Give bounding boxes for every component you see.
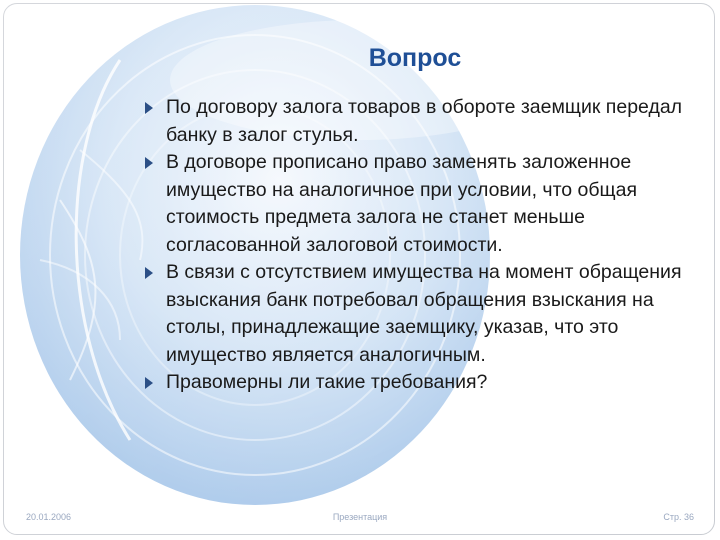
bullet-text: В договоре прописано право заменять заложенное имущество на аналогичное при условии, что общая стоимость предмета залога не станет меньше согласованной залоговой стоимости. (166, 151, 638, 256)
footer-presentation-label: Презентация (332, 512, 388, 522)
bullet-text: В связи с отсутствием имущества на момент обращения взыскания банк потребовал обращения взыскания на столы, принадлежащие заемщику, указав, что это имущество является аналогичным. (166, 261, 682, 366)
triangle-right-icon (145, 267, 153, 279)
triangle-right-icon (145, 377, 153, 389)
slide-title: Вопрос (368, 44, 462, 72)
bullet-text: Правомерны ли такие требования? (166, 371, 488, 393)
footer-page-number: Стр. 36 (663, 512, 694, 522)
footer-date: 20.01.2006 (26, 512, 72, 522)
bullet-list (143, 94, 703, 397)
bullet-item (143, 369, 703, 397)
triangle-right-icon (145, 102, 153, 114)
bullet-item (143, 94, 703, 149)
bullet-item (143, 259, 703, 369)
triangle-right-icon (145, 157, 153, 169)
bullet-text: По договору залога товаров в обороте заемщик передал банку в залог стулья. (166, 96, 683, 146)
bullet-item (143, 149, 703, 259)
